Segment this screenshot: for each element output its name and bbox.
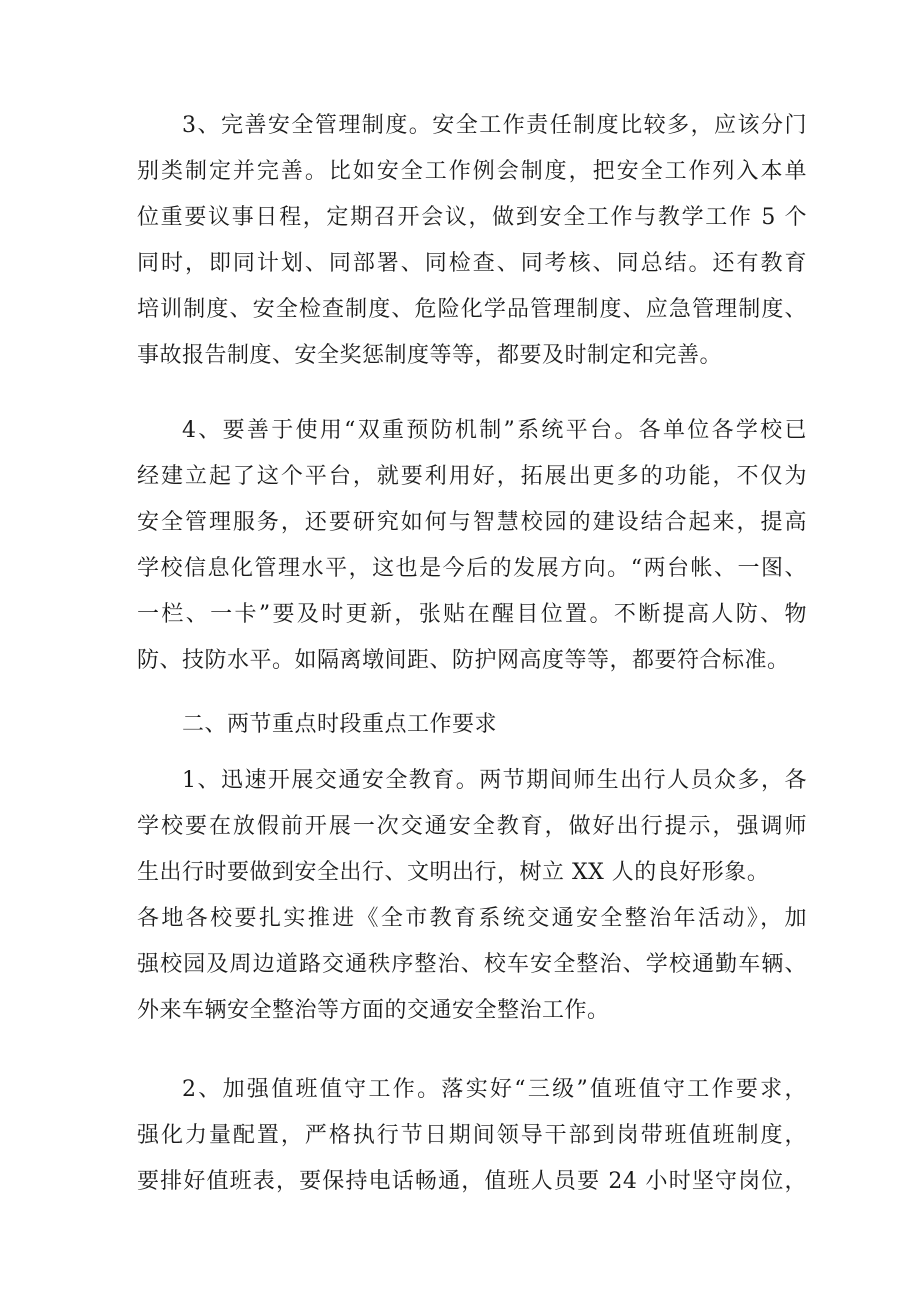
text-line: 经建立起了这个平台，就要利用好，拓展出更多的功能，不仅为 bbox=[137, 464, 807, 489]
text-line: 一栏、一卡”要及时更新，张贴在醒目位置。不断提高人防、物 bbox=[137, 602, 807, 627]
text-line: 学校信息化管理水平，这也是今后的发展方向。“两台帐、一图、 bbox=[137, 556, 807, 581]
text-line: 4、要善于使用“双重预防机制”系统平台。各单位各学校已 bbox=[182, 418, 807, 443]
text-line: 防、技防水平。如隔离墩间距、防护网高度等等，都要符合标准。 bbox=[137, 648, 790, 673]
text-line: 安全管理服务，还要研究如何与智慧校园的建设结合起来，提高 bbox=[137, 510, 807, 535]
text-line: 培训制度、安全检查制度、危险化学品管理制度、应急管理制度、 bbox=[137, 297, 807, 322]
text-line: 生出行时要做到安全出行、文明出行，树立 XX 人的良好形象。 bbox=[137, 860, 770, 885]
text-line: 1、迅速开展交通安全教育。两节期间师生出行人员众多，各 bbox=[182, 768, 807, 793]
section-heading-text: 二、两节重点时段重点工作要求 bbox=[182, 712, 498, 737]
text-line: 强校园及周边道路交通秩序整治、校车安全整治、学校通勤车辆、 bbox=[137, 952, 807, 977]
paragraph-duty-watch-work bbox=[137, 1067, 807, 1205]
text-line: 外来车辆安全整治等方面的交通安全整治工作。 bbox=[137, 998, 610, 1023]
text-line: 要排好值班表，要保持电话畅通，值班人员要 24 小时坚守岗位， bbox=[137, 1169, 807, 1194]
text-line: 各地各校要扎实推进《全市教育系统交通安全整治年活动》，加 bbox=[137, 906, 807, 931]
text-line: 同时，即同计划、同部署、同检查、同考核、同总结。还有教育 bbox=[137, 251, 807, 276]
text-line: 强化力量配置，严格执行节日期间领导干部到岗带班值班制度， bbox=[137, 1123, 807, 1148]
text-line: 2、加强值班值守工作。落实好“三级”值班值守工作要求， bbox=[182, 1077, 807, 1102]
text-line: 位重要议事日程，定期召开会议，做到安全工作与教学工作 5 个 bbox=[137, 205, 807, 230]
text-line: 3、完善安全管理制度。安全工作责任制度比较多，应该分门 bbox=[182, 113, 807, 138]
text-line: 事故报告制度、安全奖惩制度等等，都要及时制定和完善。 bbox=[137, 343, 723, 368]
text-line: 学校要在放假前开展一次交通安全教育，做好出行提示，强调师 bbox=[137, 814, 807, 839]
paragraph-traffic-safety-education bbox=[137, 758, 807, 1034]
section-heading bbox=[137, 702, 807, 748]
text-line: 别类制定并完善。比如安全工作例会制度，把安全工作列入本单 bbox=[137, 159, 807, 184]
paragraph-safety-management-system bbox=[137, 103, 807, 379]
paragraph-dual-prevention-platform bbox=[137, 408, 807, 684]
